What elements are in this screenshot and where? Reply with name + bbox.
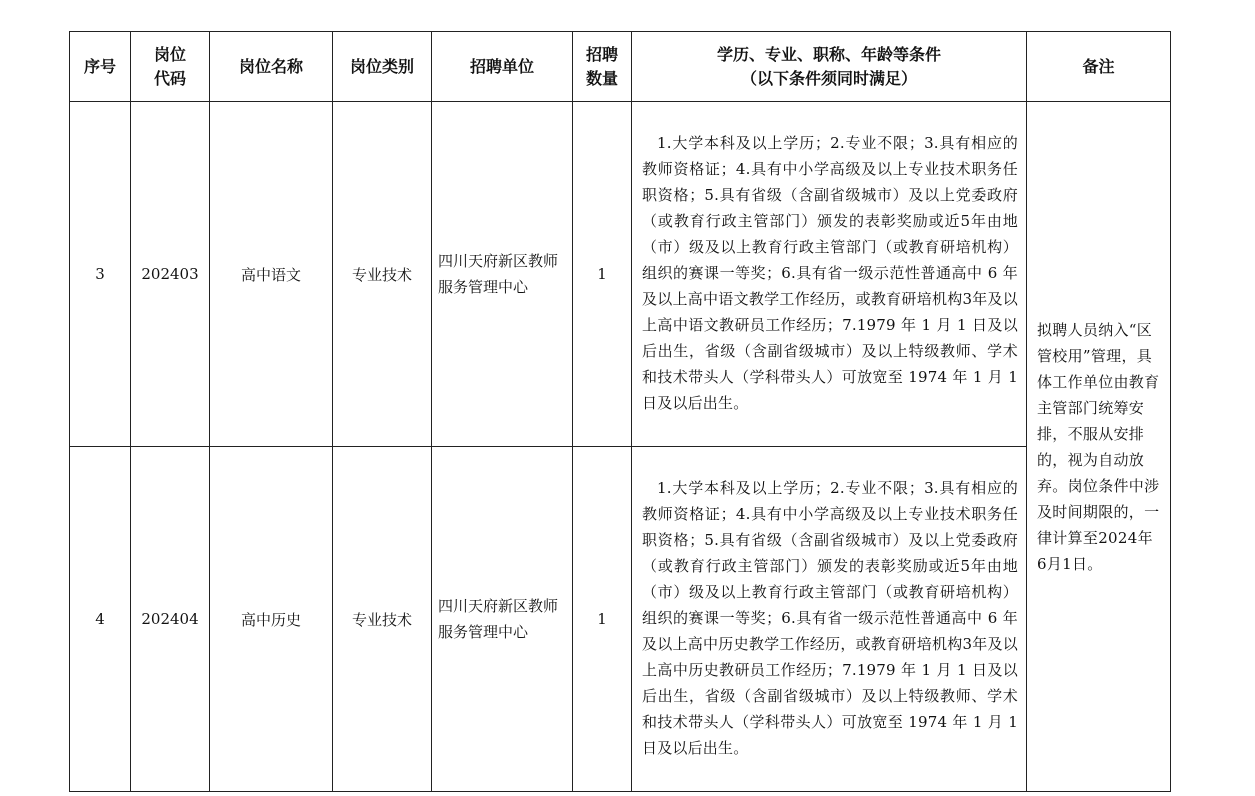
cell-category: 专业技术 bbox=[333, 447, 432, 792]
cell-seq: 3 bbox=[70, 102, 131, 447]
table-row bbox=[70, 447, 1171, 792]
header-unit: 招聘单位 bbox=[432, 32, 573, 102]
note-text: 拟聘人员纳入“区管校用”管理，具体工作单位由教育主管部门统筹安排，不服从安排的，视为自动放弃。岗位条件中涉及时间期限的，一律计算至2024年6月1日。 bbox=[1037, 320, 1160, 573]
header-count-line2: 数量 bbox=[585, 68, 618, 88]
header-requirements bbox=[632, 32, 1027, 102]
header-name: 岗位名称 bbox=[210, 32, 333, 102]
cell-name: 高中语文 bbox=[210, 102, 333, 447]
cell-count: 1 bbox=[573, 102, 632, 447]
cell-name: 高中历史 bbox=[210, 447, 333, 792]
requirements-text: 1.大学本科及以上学历；2.专业不限；3.具有相应的教师资格证；4.具有中小学高级及以上专业技术职务任职资格；5.具有省级（含副省级城市）及以上党委政府（或教育行政主管部门）颁发的表彰奖励或近5年由地（市）级及以上教育行政主管部门（或教育研培机构）组织的赛课一等奖；6.具有省一级示范性普通高中 6 年及以上高中语文教学工作经历，或教育研培机构3年及以上高中语文教研员工作经历；7.1979 年 1 月 1 日及以后出生，省级（含副省级城市）及以上特级教师、学术和技术带头人（学科带头人）可放宽至 1974 年 1 月 1 日及以后出生。 bbox=[642, 134, 1018, 412]
cell-category: 专业技术 bbox=[333, 102, 432, 447]
requirements-text: 1.大学本科及以上学历；2.专业不限；3.具有相应的教师资格证；4.具有中小学高级及以上专业技术职务任职资格；5.具有省级（含副省级城市）及以上党委政府（或教育行政主管部门）颁发的表彰奖励或近5年由地（市）级及以上教育行政主管部门（或教育研培机构）组织的赛课一等奖；6.具有省一级示范性普通高中 6 年及以上高中历史教学工作经历，或教育研培机构3年及以上高中历史教研员工作经历；7.1979 年 1 月 1 日及以后出生，省级（含副省级城市）及以上特级教师、学术和技术带头人（学科带头人）可放宽至 1974 年 1 月 1 日及以后出生。 bbox=[642, 479, 1018, 757]
cell-code: 202404 bbox=[131, 447, 210, 792]
header-count-line1: 招聘 bbox=[585, 44, 618, 64]
header-requirements-line2: （以下条件须同时满足） bbox=[740, 68, 917, 88]
recruitment-table bbox=[69, 31, 1171, 792]
header-seq: 序号 bbox=[70, 32, 131, 102]
table-row bbox=[70, 102, 1171, 447]
header-category: 岗位类别 bbox=[333, 32, 432, 102]
header-code-line2: 代码 bbox=[153, 68, 186, 88]
header-count bbox=[573, 32, 632, 102]
header-code-line1: 岗位 bbox=[153, 44, 186, 64]
cell-count: 1 bbox=[573, 447, 632, 792]
cell-unit: 四川天府新区教师服务管理中心 bbox=[432, 447, 573, 792]
cell-seq: 4 bbox=[70, 447, 131, 792]
header-requirements-line1: 学历、专业、职称、年龄等条件 bbox=[716, 44, 941, 64]
cell-code: 202403 bbox=[131, 102, 210, 447]
cell-requirements bbox=[632, 447, 1027, 792]
cell-unit: 四川天府新区教师服务管理中心 bbox=[432, 102, 573, 447]
header-code bbox=[131, 32, 210, 102]
cell-note bbox=[1027, 102, 1171, 792]
header-note: 备注 bbox=[1027, 32, 1171, 102]
header-row bbox=[70, 32, 1171, 102]
cell-requirements bbox=[632, 102, 1027, 447]
